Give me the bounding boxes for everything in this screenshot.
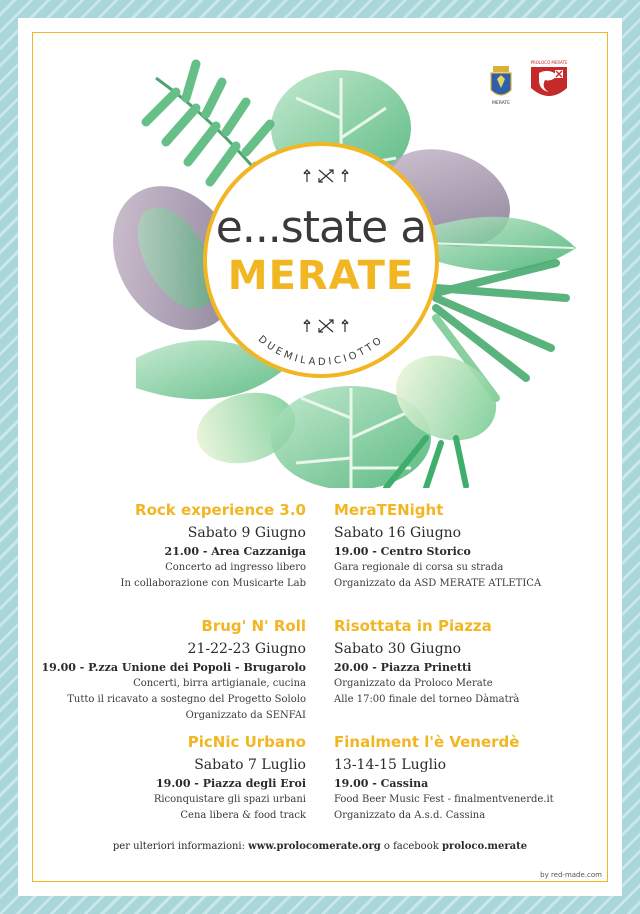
event-desc: Organizzato da SENFAI: [185, 710, 306, 721]
event-time-place: 19.00 - Cassina: [334, 777, 429, 790]
event-title: Brug' N' Roll: [201, 617, 306, 635]
event-desc: Cena libera & food track: [180, 810, 306, 821]
event-title: Rock experience 3.0: [135, 501, 306, 519]
footer-info: [18, 841, 622, 852]
event-date: Sabato 9 Giugno: [187, 525, 306, 541]
event-desc: Concerti, birra artigianale, cucina: [133, 678, 306, 689]
event-desc: Organizzato da A.s.d. Cassina: [334, 810, 486, 821]
title-merate: MERATE: [227, 253, 415, 299]
event-time-place: 21.00 - Area Cazzaniga: [164, 545, 306, 558]
event-desc: Concerto ad ingresso libero: [165, 562, 306, 573]
event-risottata: [334, 616, 624, 708]
event-title: MeraTENight: [334, 501, 444, 519]
website-link[interactable]: www.prolocomerate.org: [248, 841, 381, 852]
event-desc: Organizzato da ASD MERATE ATLETICA: [334, 578, 542, 589]
event-desc: Organizzato da Proloco Merate: [334, 678, 493, 689]
event-desc: Riconquistare gli spazi urbani: [153, 794, 306, 805]
svg-text:DUEMILADICIOTTO: DUEMILADICIOTTO: [255, 333, 387, 369]
event-desc: Gara regionale di corsa su strada: [334, 562, 504, 573]
event-meratenight: [334, 500, 624, 592]
svg-text:MERATE: MERATE: [492, 101, 510, 106]
event-time-place: 19.00 - P.zza Unione dei Popoli - Brugarolo: [41, 661, 306, 674]
event-desc: In collaborazione con Musicarte Lab: [120, 578, 306, 589]
designer-credit: by red-made.com: [540, 871, 602, 879]
event-title: Risottata in Piazza: [334, 617, 492, 635]
event-desc: Food Beer Music Fest - finalmentvenerde.it: [334, 794, 554, 805]
event-date: 13-14-15 Luglio: [334, 757, 447, 773]
event-title: PicNic Urbano: [187, 733, 306, 751]
footer-prefix: per ulteriori informazioni:: [112, 841, 249, 852]
event-time-place: 19.00 - Piazza degli Eroi: [156, 777, 306, 790]
event-time-place: 19.00 - Centro Storico: [334, 545, 471, 558]
event-picnic-urbano: [16, 732, 306, 824]
event-finalment: [334, 732, 624, 824]
event-title: Finalment l'è Venerdè: [334, 733, 520, 751]
event-date: Sabato 16 Giugno: [334, 525, 462, 541]
event-rock-experience: [16, 500, 306, 592]
event-time-place: 20.00 - Piazza Prinetti: [334, 661, 472, 674]
svg-text:PROLOCO MERATE: PROLOCO MERATE: [530, 60, 568, 65]
facebook-link[interactable]: proloco.merate: [441, 841, 528, 852]
event-date: Sabato 30 Giugno: [334, 641, 462, 657]
event-desc: Alle 17:00 finale del torneo Dàmatrà: [334, 694, 520, 705]
poster: [18, 18, 622, 896]
year-arc-text: [203, 142, 439, 378]
event-brug-n-roll: [16, 616, 306, 724]
footer-middle: o facebook: [380, 841, 442, 852]
event-date: 21-22-23 Giugno: [187, 641, 306, 657]
title-estate: e...state a: [215, 202, 427, 253]
event-desc: Tutto il ricavato a sostegno del Progetto Sololo: [67, 694, 306, 705]
event-date: Sabato 7 Luglio: [194, 757, 306, 773]
